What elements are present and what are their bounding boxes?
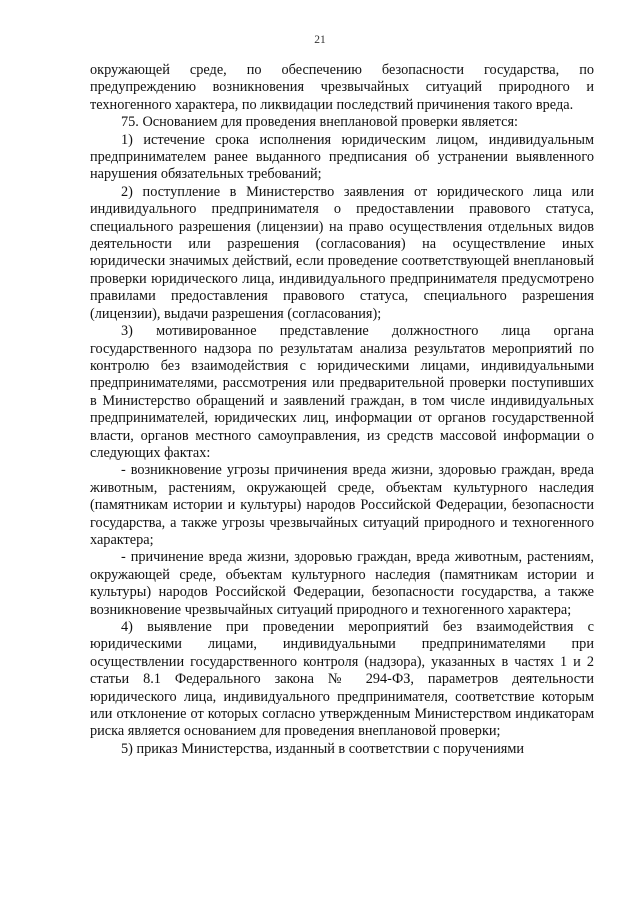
page-number: 21	[314, 34, 326, 46]
paragraph-item-1: 1) истечение срока исполнения юридическим лицом, индивидуальным предпринимателем ранее выданного предписания об устранении выявленного нарушения обязательных требований;	[90, 131, 594, 183]
paragraph-bullet-harm: - причинение вреда жизни, здоровью граждан, вреда животным, растениям, окружающей среде, объектам культурного наследия (памятникам истории и культуры) народов Российской Федерации, безопасности государства, а также возникновение чрезвычайных ситуаций природного и техногенного характера;	[90, 549, 594, 618]
paragraph-clause-75: 75. Основанием для проведения внеплановой проверки является:	[121, 114, 518, 131]
paragraph-continuation: окружающей среде, по обеспечению безопасности государства, по предупреждению возникновения чрезвычайных ситуаций природного и техногенного характера, по ликвидации последствий причинения такого вреда.	[90, 62, 594, 113]
paragraph-item-2: 2) поступление в Министерство заявления от юридического лица или индивидуального предпринимателя о предоставлении правового статуса, специального разрешения (лицензии) на право осуществления отдельных видов деятельности или разрешения (согласования) на осуществление иных юридически значимых действий, если проведение соответствующей внеплановый проверки юридического лица, индивидуального предпринимателя предусмотрено правилами предоставления правового статуса, специального разрешения (лицензии), выдачи разрешения (согласования);	[90, 183, 594, 322]
paragraph-item-5: 5) приказ Министерства, изданный в соответствии с поручениями	[121, 740, 525, 757]
paragraph-item-4: 4) выявление при проведении мероприятий без взаимодействия с юридическими лицами, индивидуальными предпринимателями при осуществлении государственного контроля (надзора), указанных в частях 1 и 2 статьи 8.1 Федерального закона № 294-ФЗ, параметров деятельности юридического лица, индивидуального предпринимателя, соответствие которым или отклонение от которых согласно утвержденным Министерством индикаторам риска является основанием для проведения внеплановой проверки;	[90, 619, 594, 740]
document-body	[90, 62, 594, 758]
paragraph-bullet-threat: - возникновение угрозы причинения вреда жизни, здоровью граждан, вреда животным, растениям, окружающей среде, объектам культурного наследия (памятникам истории и культуры) народов Российской Федерации, безопасности государства, а также угрозы чрезвычайных ситуаций природного и техногенного характера;	[90, 462, 594, 548]
paragraph-item-3: 3) мотивированное представление должностного лица органа государственного надзора по результатам анализа результатов мероприятий по контролю без взаимодействия с юридическими лицами, индивидуальными предпринимателями, рассмотрения или предварительной проверки поступивших в Министерство обращений и заявлений граждан, в том числе индивидуальных предпринимателей, юридических лиц, информации от органов государственной власти, органов местного самоуправления, из средств массовой информации о следующих фактах:	[90, 323, 594, 461]
